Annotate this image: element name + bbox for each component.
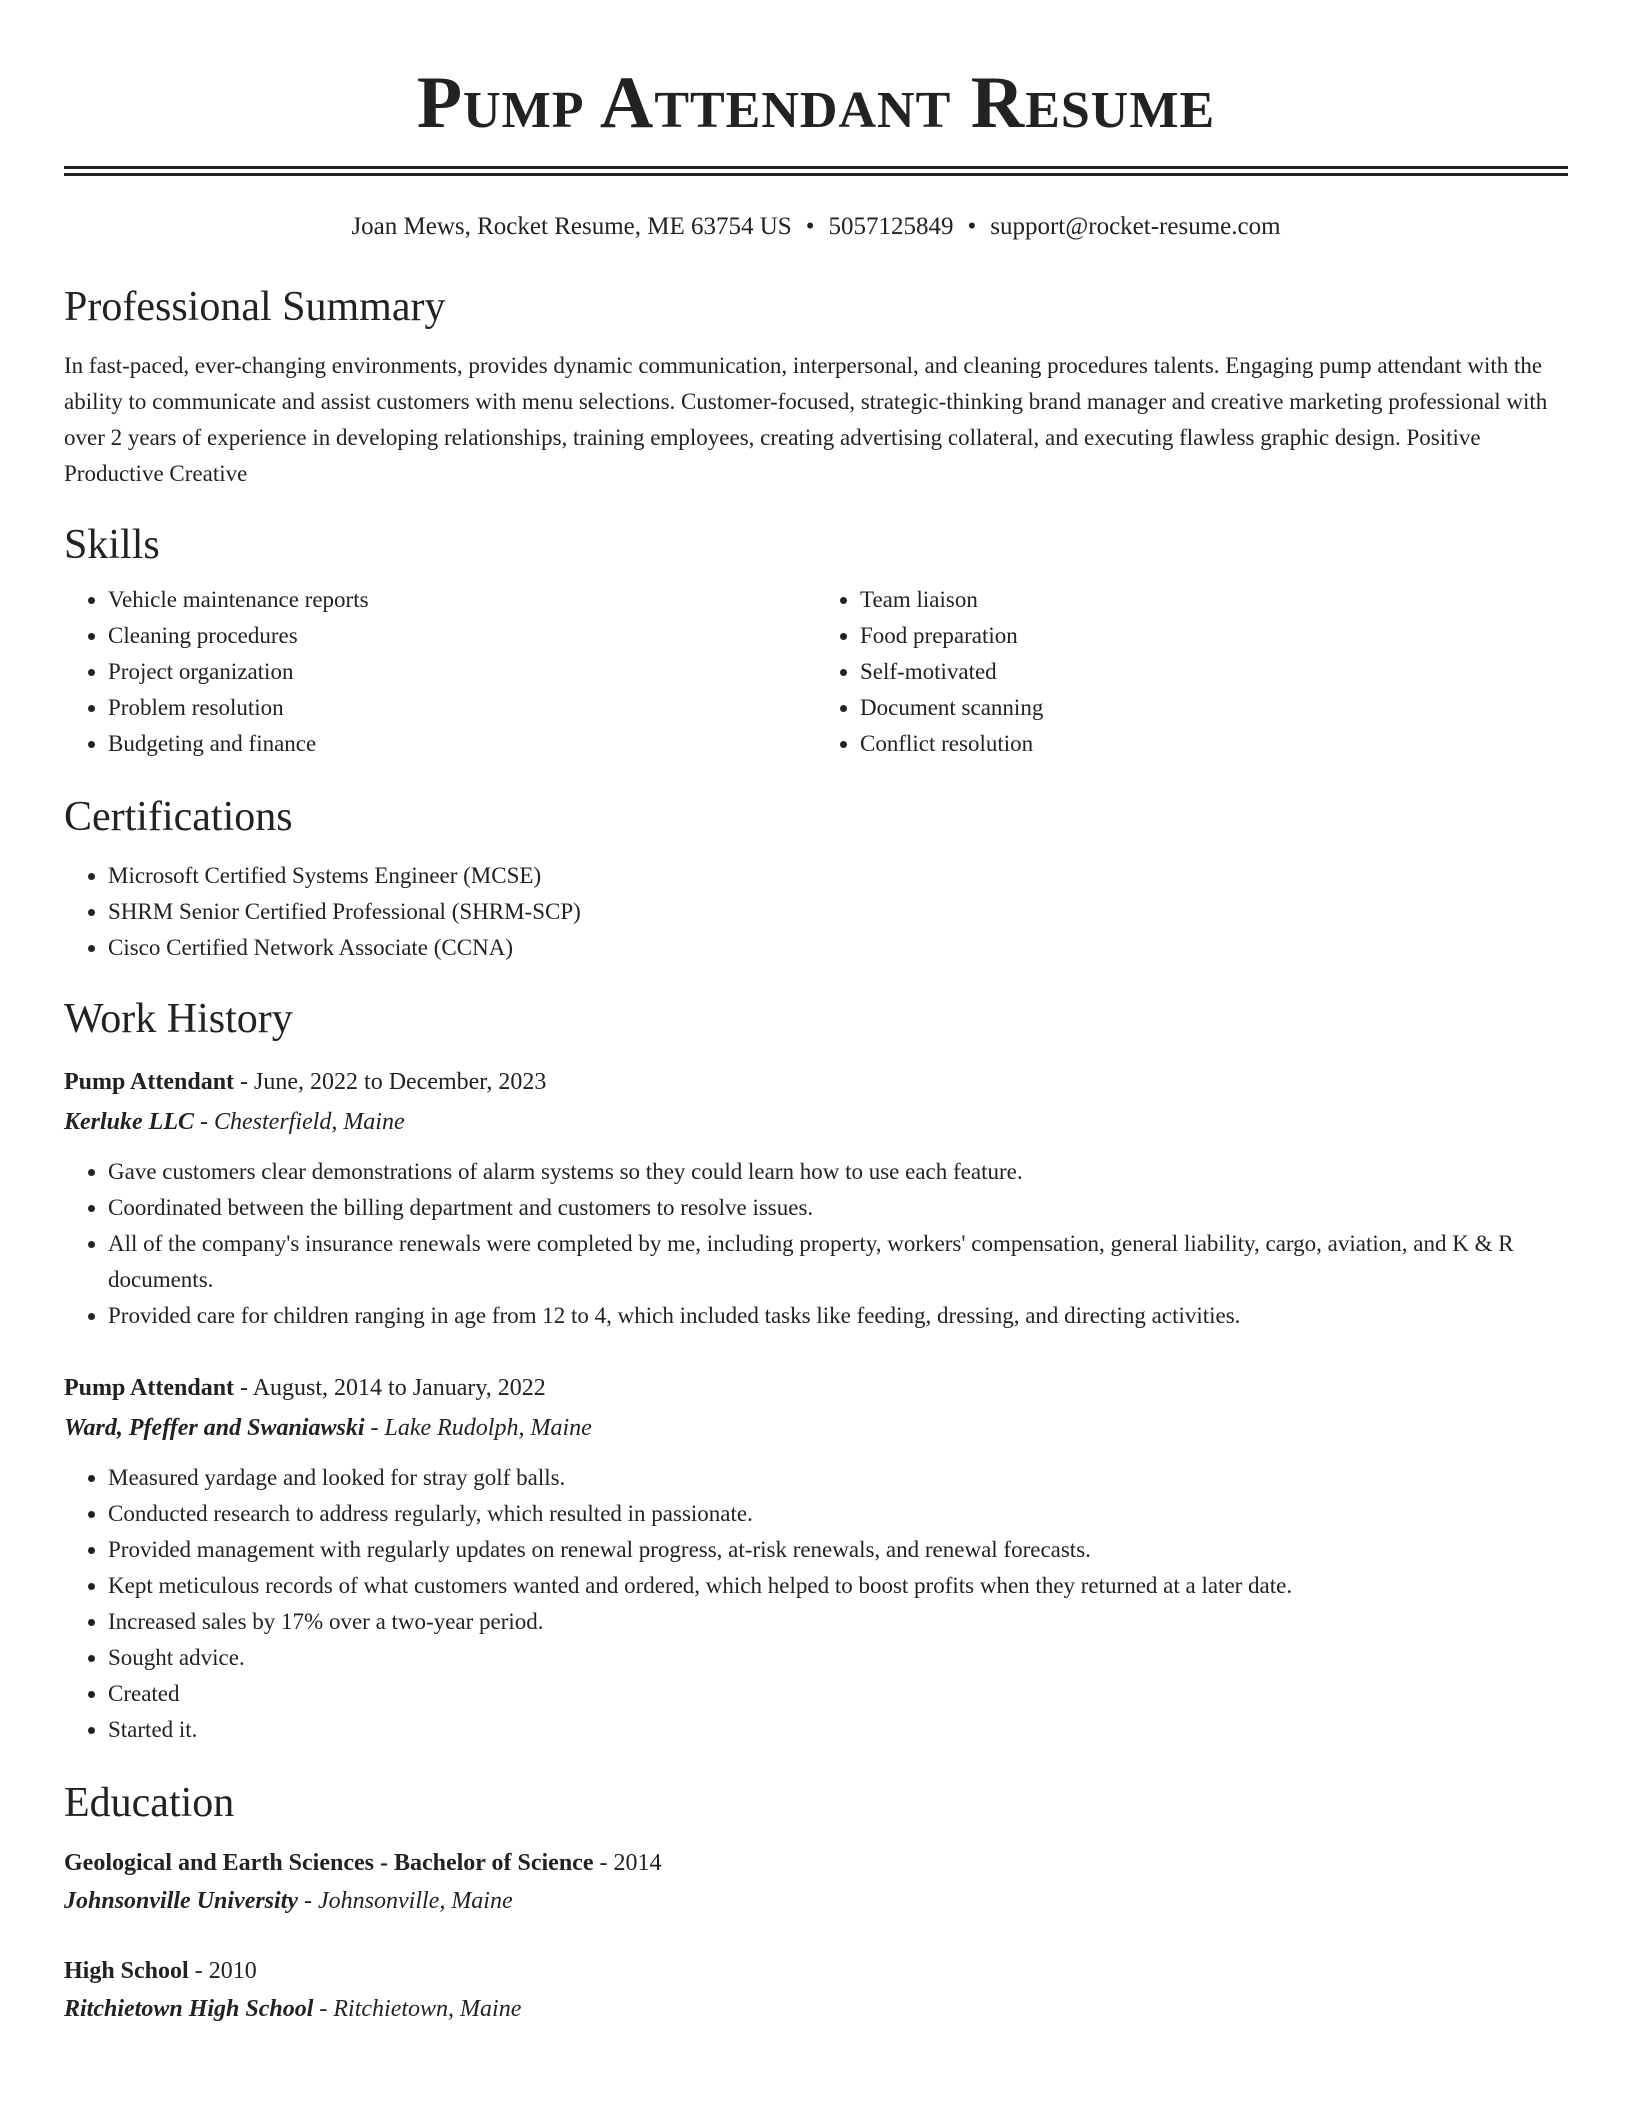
education-year: 2010	[208, 1958, 257, 1984]
job-duties-list	[64, 1460, 1568, 1748]
education-school-line: Ritchietown High School - Ritchietown, Maine	[64, 1996, 522, 2022]
job-duty: • All of the company's insurance renewals were completed by me, including property, workers' compensation, general liability, cargo, aviation, and K & R documents.	[108, 1226, 1568, 1298]
work-history-section	[64, 994, 1568, 1748]
skill-item: • Vehicle maintenance reports	[108, 582, 816, 618]
certifications-section	[64, 792, 1568, 966]
contact-separator: •	[967, 213, 977, 240]
job-title: Pump Attendant	[64, 1375, 235, 1401]
job-title-line: Pump Attendant - August, 2014 to January, 2022	[64, 1375, 546, 1401]
title-double-rule	[64, 166, 1568, 176]
job-duty: • Started it.	[108, 1712, 1568, 1748]
job-dates: August, 2014 to January, 2022	[252, 1375, 546, 1401]
job-duty: • Increased sales by 17% over a two-year period.	[108, 1604, 1568, 1640]
skill-item: • Team liaison	[860, 582, 1568, 618]
skills-heading: Skills	[64, 522, 160, 568]
skill-item: • Conflict resolution	[860, 726, 1568, 762]
education-school: Ritchietown High School	[64, 1996, 314, 2022]
skill-item: • Food preparation	[860, 618, 1568, 654]
job-location: Chesterfield, Maine	[214, 1109, 405, 1135]
education-degree-line: High School - 2010	[64, 1958, 257, 1984]
resume-title: Pump Attendant Resume	[416, 62, 1216, 144]
skills-grid	[64, 582, 1568, 762]
job-entry	[64, 1062, 1568, 1334]
summary-heading: Professional Summary	[64, 284, 446, 330]
contact-separator: •	[805, 213, 815, 240]
job-duty: • Gave customers clear demonstrations of alarm systems so they could learn how to use each feature.	[108, 1154, 1568, 1190]
education-degree: High School	[64, 1958, 189, 1984]
job-duty: • Kept meticulous records of what customers wanted and ordered, which helped to boost profits when they returned at a later date.	[108, 1568, 1568, 1604]
education-degree-line: Geological and Earth Sciences - Bachelor of Science - 2014	[64, 1850, 662, 1876]
job-title-line: Pump Attendant - June, 2022 to December, 2023	[64, 1069, 547, 1095]
certifications-heading: Certifications	[64, 794, 293, 840]
certification-item: • Microsoft Certified Systems Engineer (MCSE)	[108, 858, 1568, 894]
education-section	[64, 1778, 1568, 2028]
skills-list-right	[816, 582, 1568, 762]
job-entry	[64, 1368, 1568, 1748]
job-duty: • Coordinated between the billing department and customers to resolve issues.	[108, 1190, 1568, 1226]
job-company: Kerluke LLC	[64, 1109, 194, 1135]
certification-item: • Cisco Certified Network Associate (CCNA)	[108, 930, 1568, 966]
job-location: Lake Rudolph, Maine	[384, 1415, 592, 1441]
skill-item: • Project organization	[108, 654, 816, 690]
job-duties-list	[64, 1154, 1568, 1334]
job-company-line: Kerluke LLC - Chesterfield, Maine	[64, 1109, 405, 1135]
skill-item: • Problem resolution	[108, 690, 816, 726]
education-location: Johnsonville, Maine	[318, 1888, 513, 1914]
contact-email: support@rocket-resume.com	[990, 213, 1281, 240]
education-entry	[64, 1844, 1568, 1920]
certifications-list	[64, 858, 1568, 966]
education-degree: Geological and Earth Sciences - Bachelor of Science	[64, 1850, 594, 1876]
education-entry	[64, 1952, 1568, 2028]
certification-item: • SHRM Senior Certified Professional (SHRM-SCP)	[108, 894, 1568, 930]
job-dates: June, 2022 to December, 2023	[254, 1069, 547, 1095]
job-duty: • Provided management with regularly updates on renewal progress, at-risk renewals, and renewal forecasts.	[108, 1532, 1568, 1568]
work-history-heading: Work History	[64, 996, 293, 1042]
contact-phone: 5057125849	[828, 213, 954, 240]
education-school: Johnsonville University	[64, 1888, 299, 1914]
skills-list-left	[64, 582, 816, 762]
skill-item: • Self-motivated	[860, 654, 1568, 690]
skills-section	[64, 520, 1568, 762]
skill-item: • Cleaning procedures	[108, 618, 816, 654]
job-title: Pump Attendant	[64, 1069, 235, 1095]
summary-text: In fast-paced, ever-changing environments, provides dynamic communication, interpersonal, and cleaning procedures talents. Engaging pump attendant with the ability to communicate and assist customers with menu selections. Customer-focused, strategic-thinking brand manager and creative marketing professional with over 2 years of experience in developing relationships, training employees, creating advertising collateral, and executing flawless graphic design. Positive Productive Creative	[64, 353, 1548, 486]
job-duty: • Measured yardage and looked for stray golf balls.	[108, 1460, 1568, 1496]
skill-item: • Document scanning	[860, 690, 1568, 726]
job-company-line: Ward, Pfeffer and Swaniawski - Lake Rudolph, Maine	[64, 1415, 592, 1441]
contact-line	[64, 210, 1568, 244]
skill-item: • Budgeting and finance	[108, 726, 816, 762]
education-year: 2014	[613, 1850, 662, 1876]
job-duty: • Conducted research to address regularly, which resulted in passionate.	[108, 1496, 1568, 1532]
job-duty: • Sought advice.	[108, 1640, 1568, 1676]
job-duty: • Provided care for children ranging in age from 12 to 4, which included tasks like feeding, dressing, and directing activities.	[108, 1298, 1568, 1334]
contact-address: Joan Mews, Rocket Resume, ME 63754 US	[351, 213, 792, 240]
education-school-line: Johnsonville University - Johnsonville, Maine	[64, 1888, 513, 1914]
summary-section	[64, 282, 1568, 492]
job-company: Ward, Pfeffer and Swaniawski	[64, 1415, 365, 1441]
education-location: Ritchietown, Maine	[333, 1996, 522, 2022]
job-duty: • Created	[108, 1676, 1568, 1712]
education-heading: Education	[64, 1780, 235, 1826]
